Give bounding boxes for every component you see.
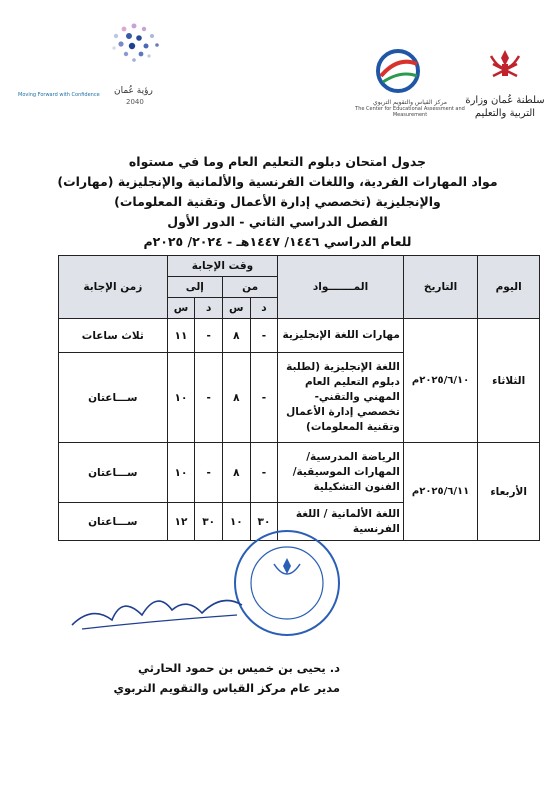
title-line: جدول امتحان دبلوم التعليم العام وما في مستواه [128,154,427,169]
header-time: وقت الإجابة [167,256,278,277]
duration-cell: ثلاث ساعات [59,319,168,353]
header-minute: د [250,298,278,319]
to-minute-cell: - [195,353,223,443]
header-minute: د [195,298,223,319]
header-hour: س [167,298,195,319]
from-hour-cell: ٨ [222,319,250,353]
signature-icon [62,585,252,635]
signatory-name: د. يحيى بن خميس بن حمود الحارثي [137,661,340,675]
to-minute-cell: ٣٠ [195,503,223,541]
from-minute-cell: - [250,443,278,503]
table-row [59,443,540,503]
day-cell: الأربعاء [478,443,540,541]
from-hour-cell: ٨ [222,443,250,503]
to-minute-cell: - [195,443,223,503]
title-line: والإنجليزية (تخصصي إدارة الأعمال وتقنية المعلومات) [114,194,441,209]
assessment-center-logo [355,28,465,118]
from-minute-cell: - [250,353,278,443]
signatory [40,658,340,698]
vision-dots-icon [99,16,169,86]
ministry-name: سلطنة عُمان وزارة التربية والتعليم [465,95,545,119]
header-duration: زمن الإجابة [59,256,168,319]
duration-cell: ســـاعتان [59,443,168,503]
signatory-role: مدير عام مركز القياس والتقويم التربوي [113,681,340,695]
vision-title: رؤية عُمان [114,86,153,96]
from-hour-cell: ٨ [222,353,250,443]
oman-vision-logo [14,28,174,118]
header-to: إلى [167,277,222,298]
schedule-table [58,255,540,541]
header-from: من [222,277,277,298]
vision-year: 2040 [126,98,144,106]
title-line: الفصل الدراسي الثاني - الدور الأول [167,214,388,229]
to-hour-cell: ١٠ [167,443,195,503]
day-cell: الثلاثاء [478,319,540,443]
title-line: للعام الدراسي ١٤٤٦/ ١٤٤٧هـ - ٢٠٢٤/ ٢٠٢٥م [143,234,412,249]
header-hour: س [222,298,250,319]
table-header-row [59,256,540,277]
to-minute-cell: - [195,319,223,353]
table-row [59,319,540,353]
from-minute-cell: - [250,319,278,353]
document-title [20,152,535,252]
center-name: مركز القياس والتقويم التربوي The Center for Educational Assessment and Measurement [355,99,465,118]
subject-cell: اللغة الإنجليزية (لطلبة دبلوم التعليم العام المهني والتقني- تخصصي إدارة الأعمال وتقنية المعلومات) [278,353,404,443]
to-hour-cell: ١٢ [167,503,195,541]
duration-cell: ســـاعتان [59,503,168,541]
date-cell: ٢٠٢٥/٦/١٠م [403,319,477,443]
from-minute-cell: ٣٠ [250,503,278,541]
ministry-logo [460,28,550,118]
header-date: التاريخ [403,256,477,319]
title-line: مواد المهارات الفردية، واللغات الفرنسية والألمانية والإنجليزية (مهارات) [57,174,498,189]
oman-emblem-icon [485,46,525,86]
subject-cell: اللغة الألمانية / اللغة الفرنسية [278,503,404,541]
header-day: اليوم [478,256,540,319]
header-subjects: المـــــــواد [278,256,404,319]
subject-cell: مهارات اللغة الإنجليزية [278,319,404,353]
center-ring-icon [373,46,423,96]
from-hour-cell: ١٠ [222,503,250,541]
vision-tagline: Moving Forward with Confidence [18,92,100,98]
date-cell: ٢٠٢٥/٦/١١م [403,443,477,541]
subject-cell: الرياضة المدرسية/ المهارات الموسيقية/ الفنون التشكيلية [278,443,404,503]
duration-cell: ســـاعتان [59,353,168,443]
to-hour-cell: ١٠ [167,353,195,443]
to-hour-cell: ١١ [167,319,195,353]
